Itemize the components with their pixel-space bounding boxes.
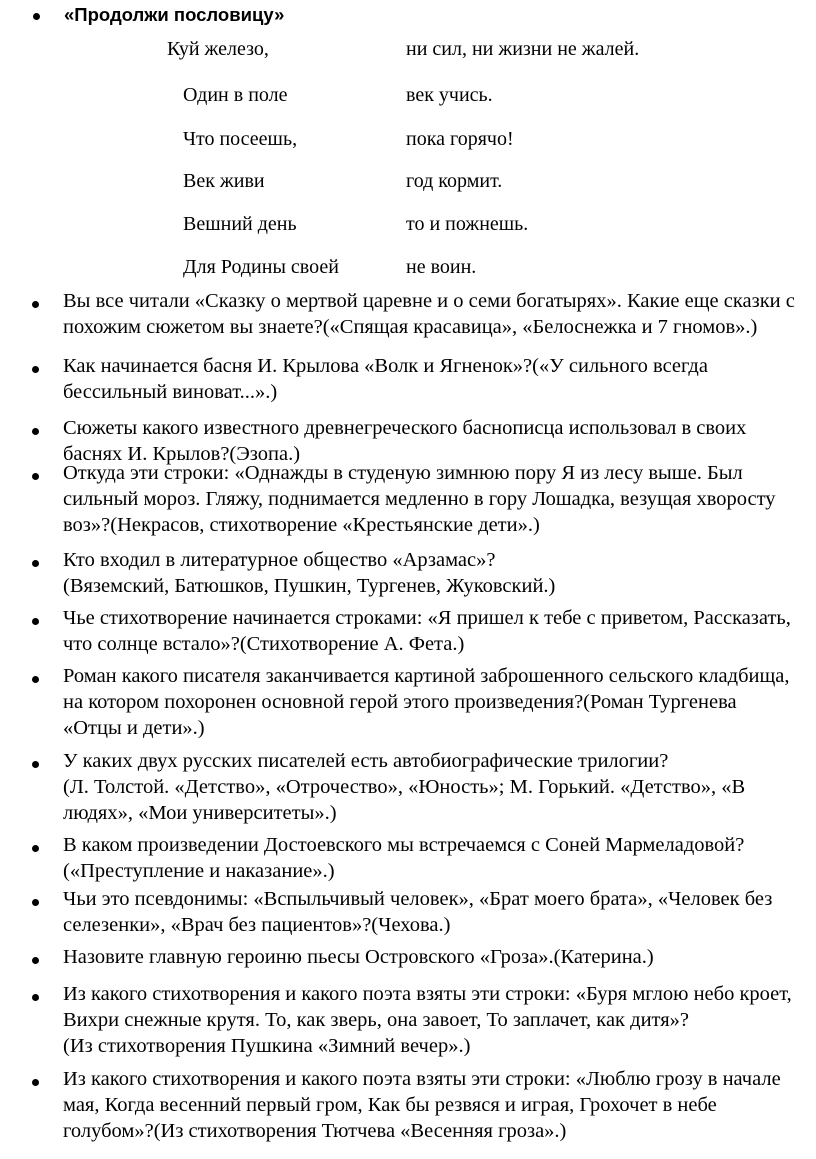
question-text-line: Как начинается басня И. Крылова «Волк и Ягненок»?(«У сильного всегда [63, 355, 708, 377]
bullet-icon [32, 618, 39, 625]
question-text-line: что солнце встало»?(Стихотворение А. Фета.) [63, 633, 465, 655]
question-text-line: Чьи это псевдонимы: «Вспыльчивый человек», «Брат моего брата», «Человек без [63, 888, 773, 910]
question-text-line: У каких двух русских писателей есть автобиографические трилогии? [63, 750, 669, 772]
bullet-icon [32, 845, 39, 852]
question-text-line: Сюжеты какого известного древнегреческого баснописца использовал в своих [63, 417, 747, 439]
proverb-end: пока горячо! [406, 128, 514, 150]
bullet-icon [32, 560, 39, 567]
proverb-start: Куй железо, [167, 38, 269, 60]
proverb-start: Для Родины своей [183, 256, 339, 278]
question-text-line: (Из стихотворения Пушкина «Зимний вечер».) [63, 1035, 471, 1057]
bullet-icon [32, 428, 39, 435]
question-text-line: баснях И. Крылов?(Эзопа.) [63, 443, 301, 465]
question-text-line: сильный мороз. Гляжу, поднимается медленно в гору Лошадка, везущая хворосту [63, 488, 776, 510]
question-text-line: Откуда эти строки: «Однажды в студеную зимнюю пору Я из лесу выше. Был [63, 462, 743, 484]
question-text-line: Назовите главную героиню пьесы Островского «Гроза».(Катерина.) [63, 946, 654, 968]
question-text-line: голубом»?(Из стихотворения Тютчева «Весенняя гроза».) [63, 1120, 567, 1142]
question-text-line: («Преступление и наказание».) [63, 860, 335, 882]
question-text-line: Роман какого писателя заканчивается картиной заброшенного сельского кладбища, [63, 665, 790, 687]
question-text-line: на котором похоронен основной герой этого произведения?(Роман Тургенева [63, 691, 737, 713]
question-text-line: Вихри снежные крутя. То, как зверь, она завоет, То заплачет, как дитя»? [63, 1009, 690, 1031]
bullet-icon [32, 473, 39, 480]
question-text-line: людях», «Мои университеты».) [63, 802, 337, 824]
question-text-line: бессильный виноват...».) [63, 381, 278, 403]
question-text-line: В каком произведении Достоевского мы встречаемся с Соней Мармеладовой? [63, 834, 745, 856]
bullet-icon [32, 1079, 39, 1086]
question-text-line: воз»?(Некрасов, стихотворение «Крестьянские дети».) [63, 514, 540, 536]
proverb-start: Один в поле [183, 84, 288, 106]
proverb-end: год кормит. [406, 170, 503, 192]
question-text-line: Из какого стихотворения и какого поэта взяты эти строки: «Люблю грозу в начале [63, 1068, 781, 1090]
heading: «Продолжи пословицу» [64, 4, 285, 25]
proverb-end: то и пожнешь. [406, 213, 529, 235]
proverb-start: Вешний день [183, 213, 297, 235]
bullet-icon [32, 761, 39, 768]
proverb-start: Век живи [183, 170, 265, 192]
question-text-line: (Л. Толстой. «Детство», «Отрочество», «Юность»; М. Горький. «Детство», «В [63, 776, 746, 798]
question-text-line: Чье стихотворение начинается строками: «Я пришел к тебе с приветом, Рассказать, [63, 607, 791, 629]
bullet-icon [32, 676, 39, 683]
question-text-line: Кто входил в литературное общество «Арзамас»? [63, 549, 496, 571]
bullet-icon [33, 13, 40, 20]
question-text-line: «Отцы и дети».) [63, 717, 205, 739]
question-text-line: (Вяземский, Батюшков, Пушкин, Тургенев, Жуковский.) [63, 575, 556, 597]
bullet-icon [32, 366, 39, 373]
question-text-line: мая, Когда весенний первый гром, Как бы резвяся и играя, Грохочет в небе [63, 1094, 717, 1116]
bullet-icon [32, 301, 39, 308]
bullet-icon [32, 957, 39, 964]
proverb-end: ни сил, ни жизни не жалей. [406, 38, 640, 60]
bullet-icon [32, 994, 39, 1001]
question-text-line: Вы все читали «Сказку о мертвой царевне и о семи богатырях». Какие еще сказки с [63, 290, 795, 312]
bullet-icon [32, 899, 39, 906]
proverb-start: Что посеешь, [183, 128, 298, 150]
proverb-end: век учись. [406, 84, 493, 106]
question-text-line: похожим сюжетом вы знаете?(«Спящая красавица», «Белоснежка и 7 гномов».) [63, 316, 758, 338]
question-text-line: Из какого стихотворения и какого поэта взяты эти строки: «Буря мглою небо кроет, [63, 983, 792, 1005]
proverb-end: не воин. [406, 256, 477, 278]
question-text-line: селезенки», «Врач без пациентов»?(Чехова.) [63, 914, 451, 936]
